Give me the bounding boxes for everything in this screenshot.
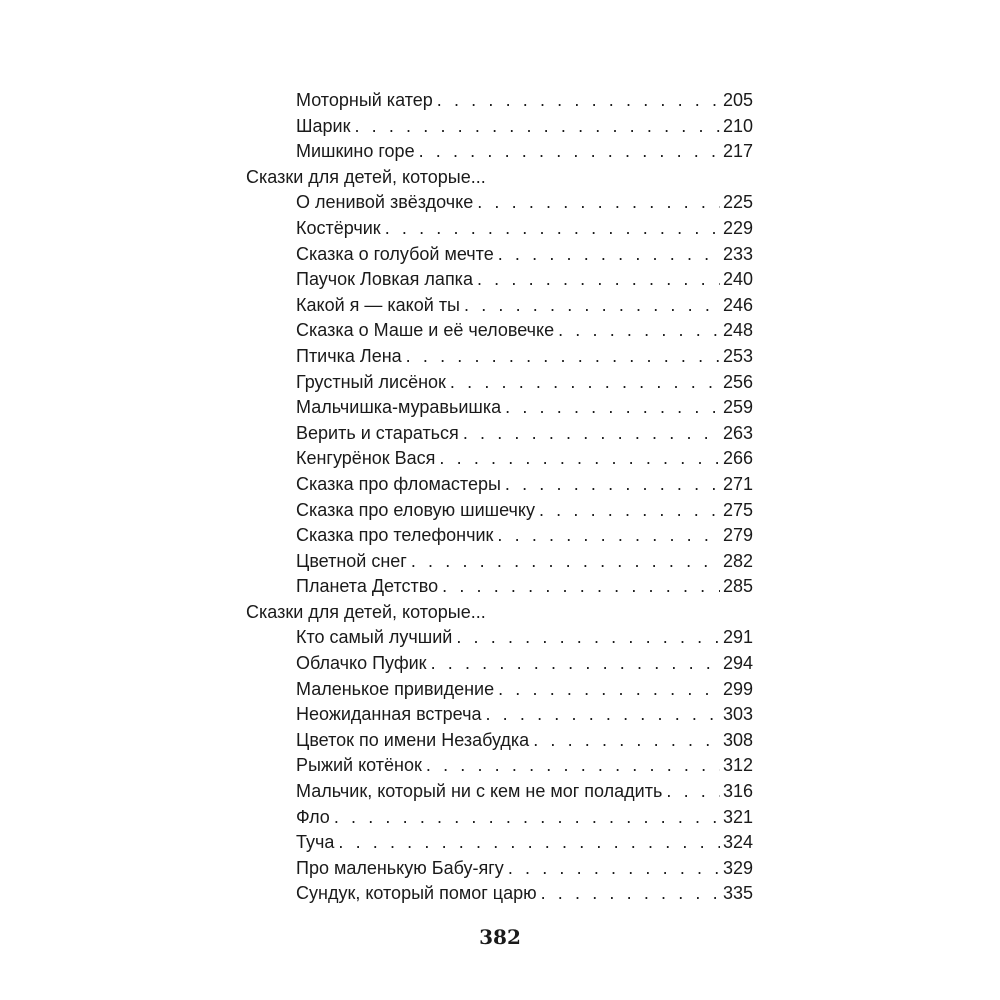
toc-entry-line [296, 421, 753, 447]
toc-entry-page: 246 [722, 294, 753, 315]
dot-leader [505, 472, 720, 498]
page-number: 382 [479, 925, 521, 949]
toc-entry-page: 253 [722, 345, 753, 366]
dot-leader [338, 830, 720, 856]
toc-entry-title: Планета Детство [296, 576, 439, 597]
toc-entry-page: 299 [722, 678, 753, 699]
toc-entry [0, 344, 1000, 370]
dot-leader [464, 293, 720, 319]
toc-entry-page: 233 [722, 243, 753, 264]
toc-entry [0, 625, 1000, 651]
toc-entry-page: 303 [722, 704, 753, 725]
toc-entry-line [296, 114, 753, 140]
dot-leader [498, 242, 720, 268]
toc-entry-line [296, 753, 753, 779]
toc-entry-page: 263 [722, 422, 753, 443]
toc-entry-line [296, 318, 753, 344]
toc-entry-line [296, 702, 753, 728]
dot-leader [437, 88, 720, 114]
toc-entry-line [296, 651, 753, 677]
toc-entry-title: Неожиданная встреча [296, 704, 482, 725]
toc-entry-title: Кенгурёнок Вася [296, 448, 436, 469]
toc-entry-page: 324 [722, 832, 753, 853]
dot-leader [334, 805, 720, 831]
dot-leader [477, 190, 720, 216]
toc-entry-title: Цветной снег [296, 550, 407, 571]
dot-leader [498, 677, 720, 703]
toc-entry-page: 259 [722, 397, 753, 418]
toc-entry [0, 293, 1000, 319]
toc-entry-page: 210 [722, 115, 753, 136]
toc-entry-title: Мишкино горе [296, 141, 415, 162]
toc-entry-page: 282 [722, 550, 753, 571]
toc-entry-page: 217 [722, 141, 753, 162]
dot-leader [419, 139, 720, 165]
toc-entry-line [296, 267, 753, 293]
toc-entry [0, 498, 1000, 524]
toc-entry-line [296, 881, 753, 907]
toc-entry-title: Про маленькую Бабу-ягу [296, 857, 504, 878]
toc-entry-page: 321 [722, 806, 753, 827]
toc-entry [0, 702, 1000, 728]
toc-entry-title: Маленькое привидение [296, 678, 495, 699]
toc-entry-line [296, 370, 753, 396]
toc-entry-line [296, 139, 753, 165]
toc-entry-line [296, 625, 753, 651]
toc-entry [0, 728, 1000, 754]
toc-entry-line [296, 395, 753, 421]
toc-entry-page: 335 [722, 883, 753, 904]
toc-entry [0, 574, 1000, 600]
toc-entry [0, 856, 1000, 882]
dot-leader [463, 421, 720, 447]
toc-entry-title: Сказка о Маше и её человечке [296, 320, 555, 341]
toc-entry [0, 881, 1000, 907]
toc-entry-title: Какой я — какой ты [296, 294, 460, 315]
toc-entry [0, 88, 1000, 114]
toc-entry-page: 316 [722, 781, 753, 802]
toc-entry-title: Сказка о голубой мечте [296, 243, 494, 264]
toc-entry-title: Паучок Ловкая лапка [296, 269, 473, 290]
toc-entry-page: 329 [722, 857, 753, 878]
toc-entry-title: Фло [296, 806, 330, 827]
toc-entry-title: Сказка про еловую шишечку [296, 499, 535, 520]
toc-entry-page: 279 [722, 525, 753, 546]
toc-entry-title: Мальчик, который ни с кем не мог поладить [296, 781, 663, 802]
toc-entry [0, 370, 1000, 396]
toc-entry-line [296, 242, 753, 268]
toc-entry-line [296, 446, 753, 472]
toc-entry-page: 205 [722, 90, 753, 110]
toc-entry-page: 271 [722, 473, 753, 494]
toc-entry-title: Верить и стараться [296, 422, 459, 443]
dot-leader [450, 370, 720, 396]
toc-entry-page: 248 [722, 320, 753, 341]
dot-leader [477, 267, 720, 293]
toc-entry [0, 549, 1000, 575]
toc-entry-page: 229 [722, 217, 753, 238]
toc-entry-line [296, 549, 753, 575]
toc-entry-page: 294 [722, 653, 753, 674]
toc-entry [0, 753, 1000, 779]
toc-entry [0, 830, 1000, 856]
toc-entry-title: О ленивой звёздочке [296, 192, 474, 213]
dot-leader [533, 728, 720, 754]
section-heading-text: Сказки для детей, которые... [246, 166, 486, 187]
toc-entry [0, 216, 1000, 242]
toc-entry-line [296, 574, 753, 600]
toc-entry-title: Шарик [296, 115, 351, 136]
toc-entry-page: 256 [722, 371, 753, 392]
toc-entry-page: 275 [722, 499, 753, 520]
toc-entry-title: Рыжий котёнок [296, 755, 422, 776]
toc-entry-line [296, 472, 753, 498]
toc-entry-line [296, 805, 753, 831]
toc-entry-title: Моторный катер [296, 90, 433, 110]
dot-leader [426, 753, 720, 779]
toc-entry-title: Сундук, который помог царю [296, 883, 537, 904]
dot-leader [558, 318, 720, 344]
toc-entry-title: Туча [296, 832, 335, 853]
dot-leader [497, 523, 720, 549]
dot-leader [406, 344, 720, 370]
toc-entry [0, 779, 1000, 805]
dot-leader [439, 446, 720, 472]
toc-entry-line [296, 190, 753, 216]
dot-leader [539, 498, 720, 524]
toc-entry-line [296, 523, 753, 549]
toc-entry [0, 805, 1000, 831]
toc-entry [0, 472, 1000, 498]
toc-entry [0, 190, 1000, 216]
toc-entry-line [296, 677, 753, 703]
toc-entry [0, 446, 1000, 472]
toc-entry-title: Кто самый лучший [296, 627, 453, 648]
dot-leader [354, 114, 720, 140]
toc-entry-title: Мальчишка-муравьишка [296, 397, 502, 418]
toc-entry-page: 266 [722, 448, 753, 469]
dot-leader [666, 779, 720, 805]
toc-entry-page: 240 [722, 269, 753, 290]
toc-entry-page: 312 [722, 755, 753, 776]
dot-leader [456, 625, 720, 651]
toc-entry-page: 225 [722, 192, 753, 213]
toc-entry [0, 318, 1000, 344]
toc-entry-line [296, 216, 753, 242]
toc-entry [0, 267, 1000, 293]
toc-entry-title: Грустный лисёнок [296, 371, 446, 392]
toc-entry [0, 677, 1000, 703]
toc-entry-title: Сказка про фломастеры [296, 473, 501, 494]
toc-entry-title: Костёрчик [296, 217, 381, 238]
dot-leader [431, 651, 720, 677]
dot-leader [411, 549, 720, 575]
dot-leader [385, 216, 720, 242]
toc-entry [0, 421, 1000, 447]
toc-section-heading [0, 600, 1000, 626]
dot-leader [505, 395, 720, 421]
toc-section-heading [0, 165, 1000, 191]
toc-entry-line [296, 779, 753, 805]
dot-leader [485, 702, 719, 728]
toc-entry-line [296, 830, 753, 856]
toc-entry-line [296, 856, 753, 882]
toc-entry-line [296, 293, 753, 319]
toc-entry-title: Сказка про телефончик [296, 525, 494, 546]
toc-entry [0, 523, 1000, 549]
toc-entry-line [296, 498, 753, 524]
toc-entry-title: Птичка Лена [296, 345, 402, 366]
dot-leader [508, 856, 720, 882]
toc-entry-page: 308 [722, 729, 753, 750]
toc-entry-line [296, 344, 753, 370]
toc-entry-page: 291 [722, 627, 753, 648]
dot-leader [442, 574, 720, 600]
toc-entry-title: Цветок по имени Незабудка [296, 729, 530, 750]
section-heading-text: Сказки для детей, которые... [246, 601, 486, 622]
toc-entry [0, 651, 1000, 677]
toc-entry-page: 285 [722, 576, 753, 597]
toc-entry [0, 395, 1000, 421]
toc-entry [0, 139, 1000, 165]
toc-entry-line [296, 728, 753, 754]
toc-entry-line [296, 88, 753, 114]
toc-entry-title: Облачко Пуфик [296, 653, 427, 674]
toc-entry [0, 114, 1000, 140]
toc-entry [0, 242, 1000, 268]
dot-leader [541, 881, 720, 907]
table-of-contents [0, 88, 1000, 907]
